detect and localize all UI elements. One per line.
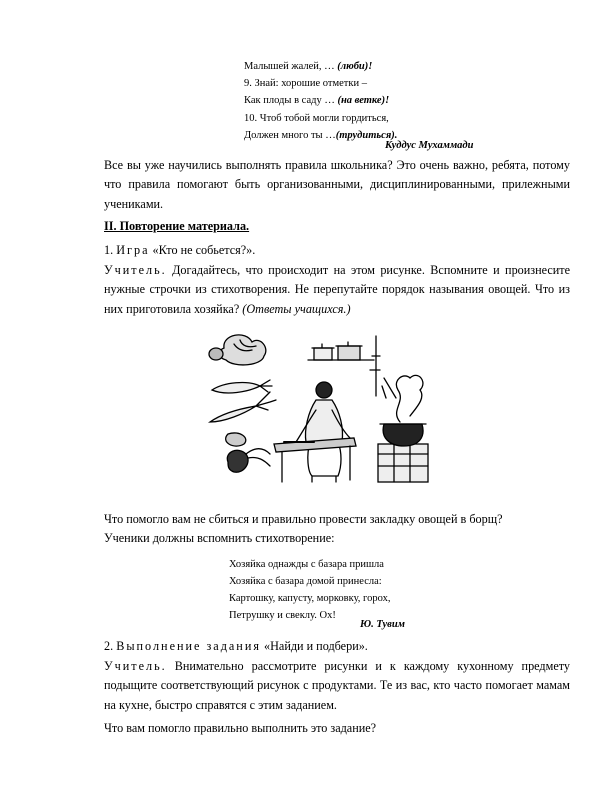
intro-paragraph: Все вы уже научились выполнять правила школьника? Это очень важно, ребята, потому что правила помогают быть организованными, дисциплинированными, прилежными учениками. — [104, 158, 570, 211]
item1-teacher-paragraph: Учитель. Догадайтесь, что происходит на этом рисунке. Вспомните и произнесите нужные строчки из стихотворения. Не перепутайте порядок называния овощей. Что из них приготовила хозяйка? (Ответы учащихся.) — [104, 263, 570, 316]
poem-top — [244, 58, 397, 144]
poem-line: Как плоды в саду … (на ветке)! — [244, 95, 390, 107]
students-recall: Ученики должны вспомнить стихотворение: — [104, 531, 335, 545]
poem-line: Хозяйка с базара домой принесла: — [229, 576, 382, 587]
poem-line: Должен много ты …(трудиться). — [244, 129, 398, 141]
poem-line: Хозяйка однажды с базара пришла — [229, 559, 384, 570]
poem-line: 10. Чтоб тобой могли гордиться, — [244, 112, 389, 124]
question2: Что вам помогло правильно выполнить это задание? — [104, 721, 377, 735]
poem-line: Малышей жалей, … (люби)! — [244, 61, 373, 72]
poem-mid — [229, 556, 390, 624]
section-heading: II. Повторение материала. — [104, 219, 250, 233]
stove-icon — [378, 375, 428, 482]
item1-heading: 1. Игра «Кто не собьется?». — [104, 243, 256, 257]
item2-teacher-paragraph: Учитель. Внимательно рассмотрите рисунки и к каждому кухонному предмету подыщите соответствующий рисунок с продуктами. Те из вас, кто часто помогает мамам на кухне, быстро справятся с этим заданием. — [104, 659, 570, 712]
woman-cook-icon — [296, 382, 350, 482]
question1: Что помогло вам не сбиться и правильно провести закладку овощей в борщ? — [104, 512, 503, 526]
poem-mid-author: Ю. Тувим — [360, 619, 405, 630]
carrot-icon — [212, 380, 272, 393]
poem-line: Картошку, капусту, морковку, горох, — [229, 593, 391, 604]
parsley-icon — [210, 392, 276, 422]
answers-note: (Ответы учащихся.) — [242, 301, 351, 316]
teacher-label: Учитель. — [104, 263, 167, 277]
poem-line: Петрушку и свеклу. Ох! — [229, 610, 336, 621]
beet-icon — [227, 449, 270, 472]
cabbage-icon — [209, 335, 266, 365]
poem-top-author: Куддус Мухаммади — [385, 140, 474, 151]
teacher-label: Учитель. — [104, 659, 167, 673]
kitchen-illustration — [204, 326, 434, 486]
item2-heading: 2. Выполнение задания «Найди и подбери». — [104, 639, 368, 653]
poem-line: 9. Знай: хорошие отметки – — [244, 78, 367, 90]
